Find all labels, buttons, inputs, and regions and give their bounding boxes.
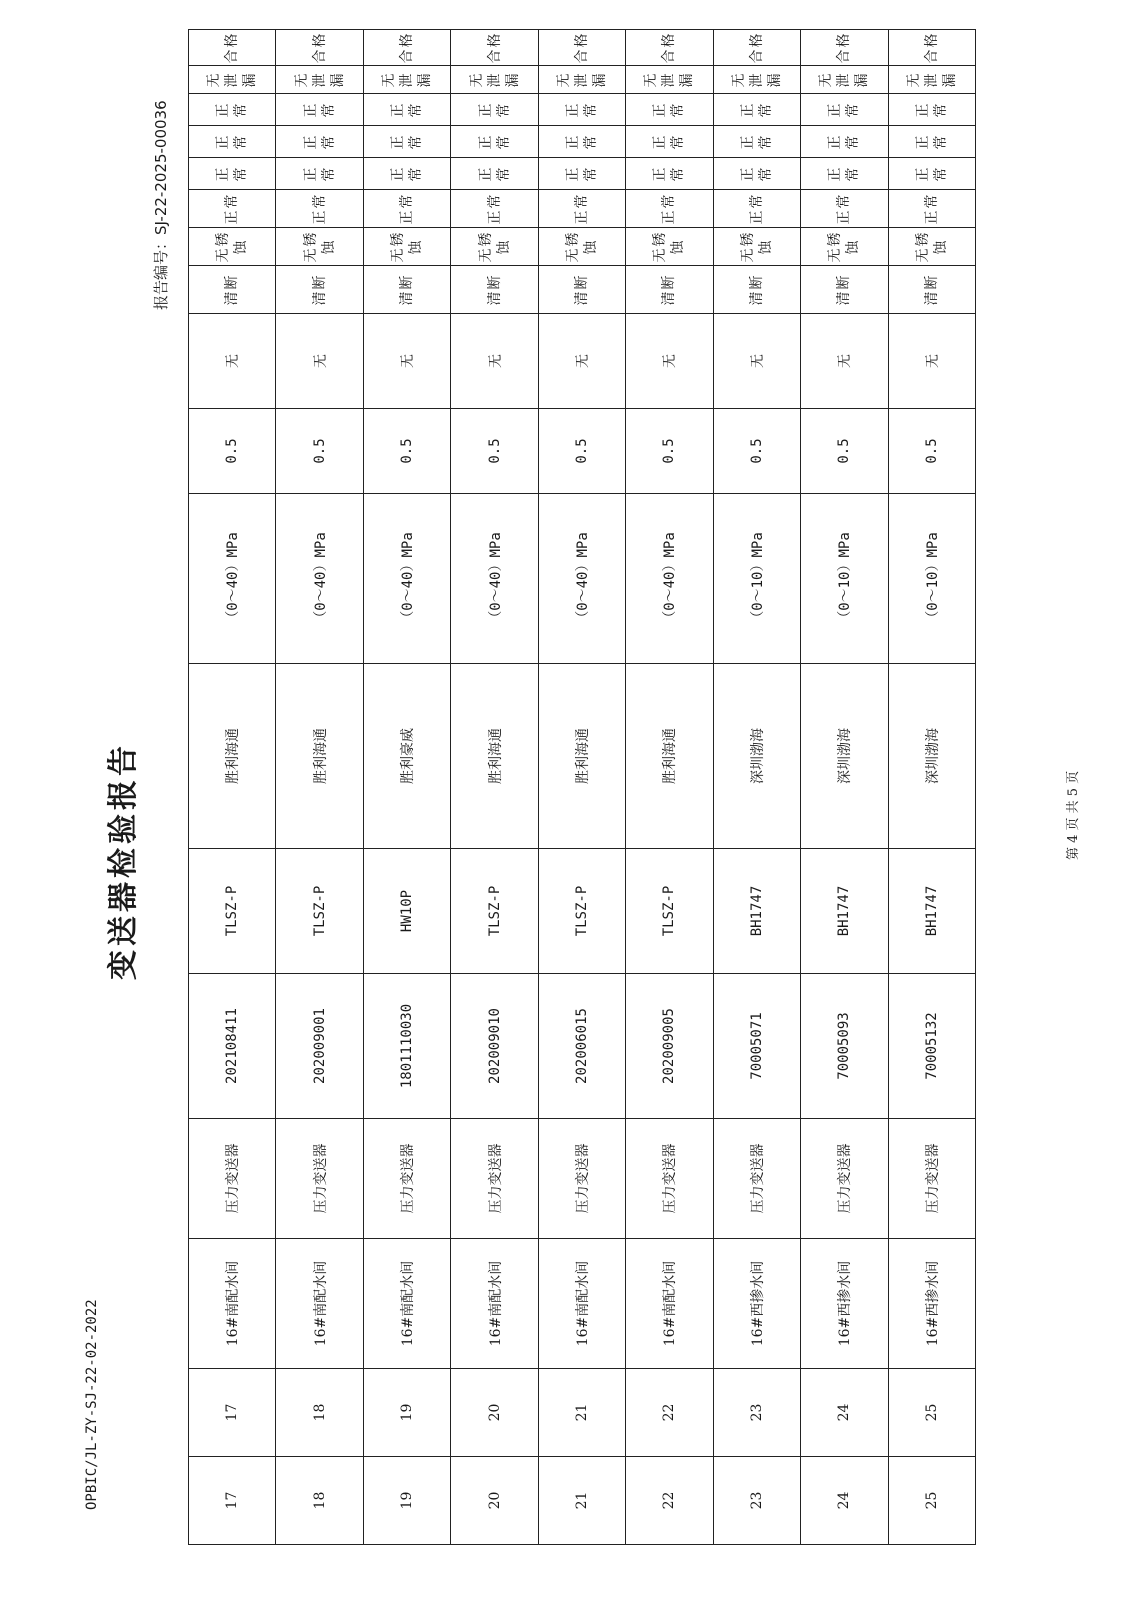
device-name-cell: 压力变送器 xyxy=(189,1119,276,1239)
check-5-cell: 正常 xyxy=(626,126,713,158)
table-row xyxy=(363,30,450,1545)
check-3-cell: 正常 xyxy=(888,190,976,228)
table-row xyxy=(713,30,800,1545)
table-row xyxy=(538,30,625,1545)
model-cell: TLSZ-P xyxy=(626,849,713,974)
check-4-cell: 正常 xyxy=(538,158,625,190)
serial-number-cell: 70005132 xyxy=(888,974,976,1119)
manufacturer-cell: 深圳渤海 xyxy=(801,664,888,849)
check-5-cell: 正常 xyxy=(888,126,976,158)
range-cell: （0～40）MPa xyxy=(451,494,538,664)
row-number-cell: 20 xyxy=(451,1457,538,1545)
accuracy-cell: 0.5 xyxy=(276,409,363,494)
table-row xyxy=(888,30,976,1545)
damage-cell: 无 xyxy=(276,314,363,409)
damage-cell: 无 xyxy=(189,314,276,409)
result-cell: 合格 xyxy=(888,30,976,66)
check-5-cell: 正常 xyxy=(189,126,276,158)
page-title: 变送器检验报告 xyxy=(106,742,141,980)
row-number-cell: 21 xyxy=(538,1457,625,1545)
check-5-cell: 正常 xyxy=(363,126,450,158)
range-cell: （0～10）MPa xyxy=(888,494,976,664)
corrosion-cell: 无锈蚀 xyxy=(451,228,538,266)
check-5-cell: 正常 xyxy=(451,126,538,158)
sequence-cell: 23 xyxy=(713,1369,800,1457)
location-cell: 16#南配水间 xyxy=(189,1239,276,1369)
marking-cell: 清断 xyxy=(801,266,888,314)
range-cell: （0～10）MPa xyxy=(801,494,888,664)
table-row xyxy=(276,30,363,1545)
check-5-cell: 正常 xyxy=(538,126,625,158)
sequence-cell: 19 xyxy=(363,1369,450,1457)
check-5-cell: 正常 xyxy=(713,126,800,158)
model-cell: BH1747 xyxy=(801,849,888,974)
range-cell: （0～40）MPa xyxy=(363,494,450,664)
check-3-cell: 正常 xyxy=(451,190,538,228)
corrosion-cell: 无锈蚀 xyxy=(801,228,888,266)
marking-cell: 清断 xyxy=(888,266,976,314)
leak-cell: 无泄漏 xyxy=(801,66,888,94)
damage-cell: 无 xyxy=(801,314,888,409)
location-cell: 16#南配水间 xyxy=(363,1239,450,1369)
check-6-cell: 正常 xyxy=(626,94,713,126)
result-cell: 合格 xyxy=(801,30,888,66)
serial-number-cell: 1801110030 xyxy=(363,974,450,1119)
leak-cell: 无泄漏 xyxy=(363,66,450,94)
device-name-cell: 压力变送器 xyxy=(801,1119,888,1239)
serial-number-cell: 202009005 xyxy=(626,974,713,1119)
location-cell: 16#西掺水间 xyxy=(888,1239,976,1369)
model-cell: TLSZ-P xyxy=(276,849,363,974)
check-6-cell: 正常 xyxy=(451,94,538,126)
check-6-cell: 正常 xyxy=(801,94,888,126)
accuracy-cell: 0.5 xyxy=(189,409,276,494)
manufacturer-cell: 胜利豪威 xyxy=(363,664,450,849)
serial-number-cell: 202108411 xyxy=(189,974,276,1119)
result-cell: 合格 xyxy=(363,30,450,66)
device-name-cell: 压力变送器 xyxy=(888,1119,976,1239)
row-number-cell: 17 xyxy=(189,1457,276,1545)
check-3-cell: 正常 xyxy=(538,190,625,228)
check-3-cell: 正常 xyxy=(276,190,363,228)
range-cell: （0～40）MPa xyxy=(189,494,276,664)
result-cell: 合格 xyxy=(276,30,363,66)
marking-cell: 清断 xyxy=(189,266,276,314)
result-cell: 合格 xyxy=(189,30,276,66)
sequence-cell: 22 xyxy=(626,1369,713,1457)
table-row xyxy=(189,30,276,1545)
accuracy-cell: 0.5 xyxy=(801,409,888,494)
device-name-cell: 压力变送器 xyxy=(276,1119,363,1239)
check-4-cell: 正常 xyxy=(888,158,976,190)
serial-number-cell: 202009001 xyxy=(276,974,363,1119)
sequence-cell: 20 xyxy=(451,1369,538,1457)
accuracy-cell: 0.5 xyxy=(451,409,538,494)
row-number-cell: 23 xyxy=(713,1457,800,1545)
location-cell: 16#南配水间 xyxy=(451,1239,538,1369)
manufacturer-cell: 胜利海通 xyxy=(538,664,625,849)
damage-cell: 无 xyxy=(451,314,538,409)
check-6-cell: 正常 xyxy=(713,94,800,126)
marking-cell: 清断 xyxy=(276,266,363,314)
accuracy-cell: 0.5 xyxy=(538,409,625,494)
check-6-cell: 正常 xyxy=(276,94,363,126)
accuracy-cell: 0.5 xyxy=(626,409,713,494)
corrosion-cell: 无锈蚀 xyxy=(888,228,976,266)
accuracy-cell: 0.5 xyxy=(713,409,800,494)
marking-cell: 清断 xyxy=(363,266,450,314)
check-3-cell: 正常 xyxy=(801,190,888,228)
table-row xyxy=(626,30,713,1545)
location-cell: 16#南配水间 xyxy=(538,1239,625,1369)
check-6-cell: 正常 xyxy=(538,94,625,126)
model-cell: TLSZ-P xyxy=(189,849,276,974)
check-4-cell: 正常 xyxy=(189,158,276,190)
check-3-cell: 正常 xyxy=(363,190,450,228)
table-row xyxy=(451,30,538,1545)
location-cell: 16#南配水间 xyxy=(626,1239,713,1369)
row-number-cell: 18 xyxy=(276,1457,363,1545)
marking-cell: 清断 xyxy=(713,266,800,314)
accuracy-cell: 0.5 xyxy=(363,409,450,494)
location-cell: 16#西掺水间 xyxy=(713,1239,800,1369)
serial-number-cell: 202006015 xyxy=(538,974,625,1119)
leak-cell: 无泄漏 xyxy=(276,66,363,94)
damage-cell: 无 xyxy=(626,314,713,409)
leak-cell: 无泄漏 xyxy=(713,66,800,94)
manufacturer-cell: 胜利海通 xyxy=(626,664,713,849)
row-number-cell: 24 xyxy=(801,1457,888,1545)
corrosion-cell: 无锈蚀 xyxy=(189,228,276,266)
device-name-cell: 压力变送器 xyxy=(626,1119,713,1239)
check-4-cell: 正常 xyxy=(801,158,888,190)
leak-cell: 无泄漏 xyxy=(626,66,713,94)
check-4-cell: 正常 xyxy=(363,158,450,190)
report-number xyxy=(150,100,171,310)
manufacturer-cell: 胜利海通 xyxy=(189,664,276,849)
sequence-cell: 25 xyxy=(888,1369,976,1457)
result-cell: 合格 xyxy=(451,30,538,66)
inspection-table xyxy=(188,29,976,1545)
range-cell: （0～40）MPa xyxy=(276,494,363,664)
range-cell: （0～10）MPa xyxy=(713,494,800,664)
sequence-cell: 17 xyxy=(189,1369,276,1457)
marking-cell: 清断 xyxy=(538,266,625,314)
device-name-cell: 压力变送器 xyxy=(363,1119,450,1239)
row-number-cell: 19 xyxy=(363,1457,450,1545)
accuracy-cell: 0.5 xyxy=(888,409,976,494)
damage-cell: 无 xyxy=(713,314,800,409)
damage-cell: 无 xyxy=(538,314,625,409)
manufacturer-cell: 深圳渤海 xyxy=(713,664,800,849)
leak-cell: 无泄漏 xyxy=(888,66,976,94)
corrosion-cell: 无锈蚀 xyxy=(538,228,625,266)
check-4-cell: 正常 xyxy=(626,158,713,190)
check-3-cell: 正常 xyxy=(713,190,800,228)
range-cell: （0～40）MPa xyxy=(538,494,625,664)
sequence-cell: 24 xyxy=(801,1369,888,1457)
manufacturer-cell: 深圳渤海 xyxy=(888,664,976,849)
check-5-cell: 正常 xyxy=(801,126,888,158)
device-name-cell: 压力变送器 xyxy=(538,1119,625,1239)
model-cell: HW10P xyxy=(363,849,450,974)
check-4-cell: 正常 xyxy=(276,158,363,190)
check-3-cell: 正常 xyxy=(189,190,276,228)
corrosion-cell: 无锈蚀 xyxy=(626,228,713,266)
result-cell: 合格 xyxy=(626,30,713,66)
model-cell: TLSZ-P xyxy=(538,849,625,974)
model-cell: BH1747 xyxy=(888,849,976,974)
range-cell: （0～40）MPa xyxy=(626,494,713,664)
row-number-cell: 22 xyxy=(626,1457,713,1545)
check-4-cell: 正常 xyxy=(713,158,800,190)
check-4-cell: 正常 xyxy=(451,158,538,190)
row-number-cell: 25 xyxy=(888,1457,976,1545)
check-6-cell: 正常 xyxy=(189,94,276,126)
model-cell: TLSZ-P xyxy=(451,849,538,974)
page-indicator: 第 4 页 共 5 页 xyxy=(1066,770,1081,860)
corrosion-cell: 无锈蚀 xyxy=(363,228,450,266)
report-number-label: 报告编号： xyxy=(152,234,170,310)
check-6-cell: 正常 xyxy=(363,94,450,126)
location-cell: 16#南配水间 xyxy=(276,1239,363,1369)
device-name-cell: 压力变送器 xyxy=(451,1119,538,1239)
marking-cell: 清断 xyxy=(626,266,713,314)
damage-cell: 无 xyxy=(888,314,976,409)
result-cell: 合格 xyxy=(713,30,800,66)
model-cell: BH1747 xyxy=(713,849,800,974)
device-name-cell: 压力变送器 xyxy=(713,1119,800,1239)
check-6-cell: 正常 xyxy=(888,94,976,126)
location-cell: 16#西掺水间 xyxy=(801,1239,888,1369)
serial-number-cell: 70005093 xyxy=(801,974,888,1119)
leak-cell: 无泄漏 xyxy=(451,66,538,94)
corrosion-cell: 无锈蚀 xyxy=(713,228,800,266)
check-5-cell: 正常 xyxy=(276,126,363,158)
check-3-cell: 正常 xyxy=(626,190,713,228)
leak-cell: 无泄漏 xyxy=(538,66,625,94)
marking-cell: 清断 xyxy=(451,266,538,314)
form-code: OPBIC/JL-ZY-SJ-22-02-2022 xyxy=(84,1299,100,1510)
serial-number-cell: 70005071 xyxy=(713,974,800,1119)
serial-number-cell: 202009010 xyxy=(451,974,538,1119)
manufacturer-cell: 胜利海通 xyxy=(451,664,538,849)
manufacturer-cell: 胜利海通 xyxy=(276,664,363,849)
leak-cell: 无泄漏 xyxy=(189,66,276,94)
damage-cell: 无 xyxy=(363,314,450,409)
sequence-cell: 18 xyxy=(276,1369,363,1457)
corrosion-cell: 无锈蚀 xyxy=(276,228,363,266)
table-row xyxy=(801,30,888,1545)
result-cell: 合格 xyxy=(538,30,625,66)
sequence-cell: 21 xyxy=(538,1369,625,1457)
report-number-value: SJ-22-2025-00036 xyxy=(152,100,170,235)
